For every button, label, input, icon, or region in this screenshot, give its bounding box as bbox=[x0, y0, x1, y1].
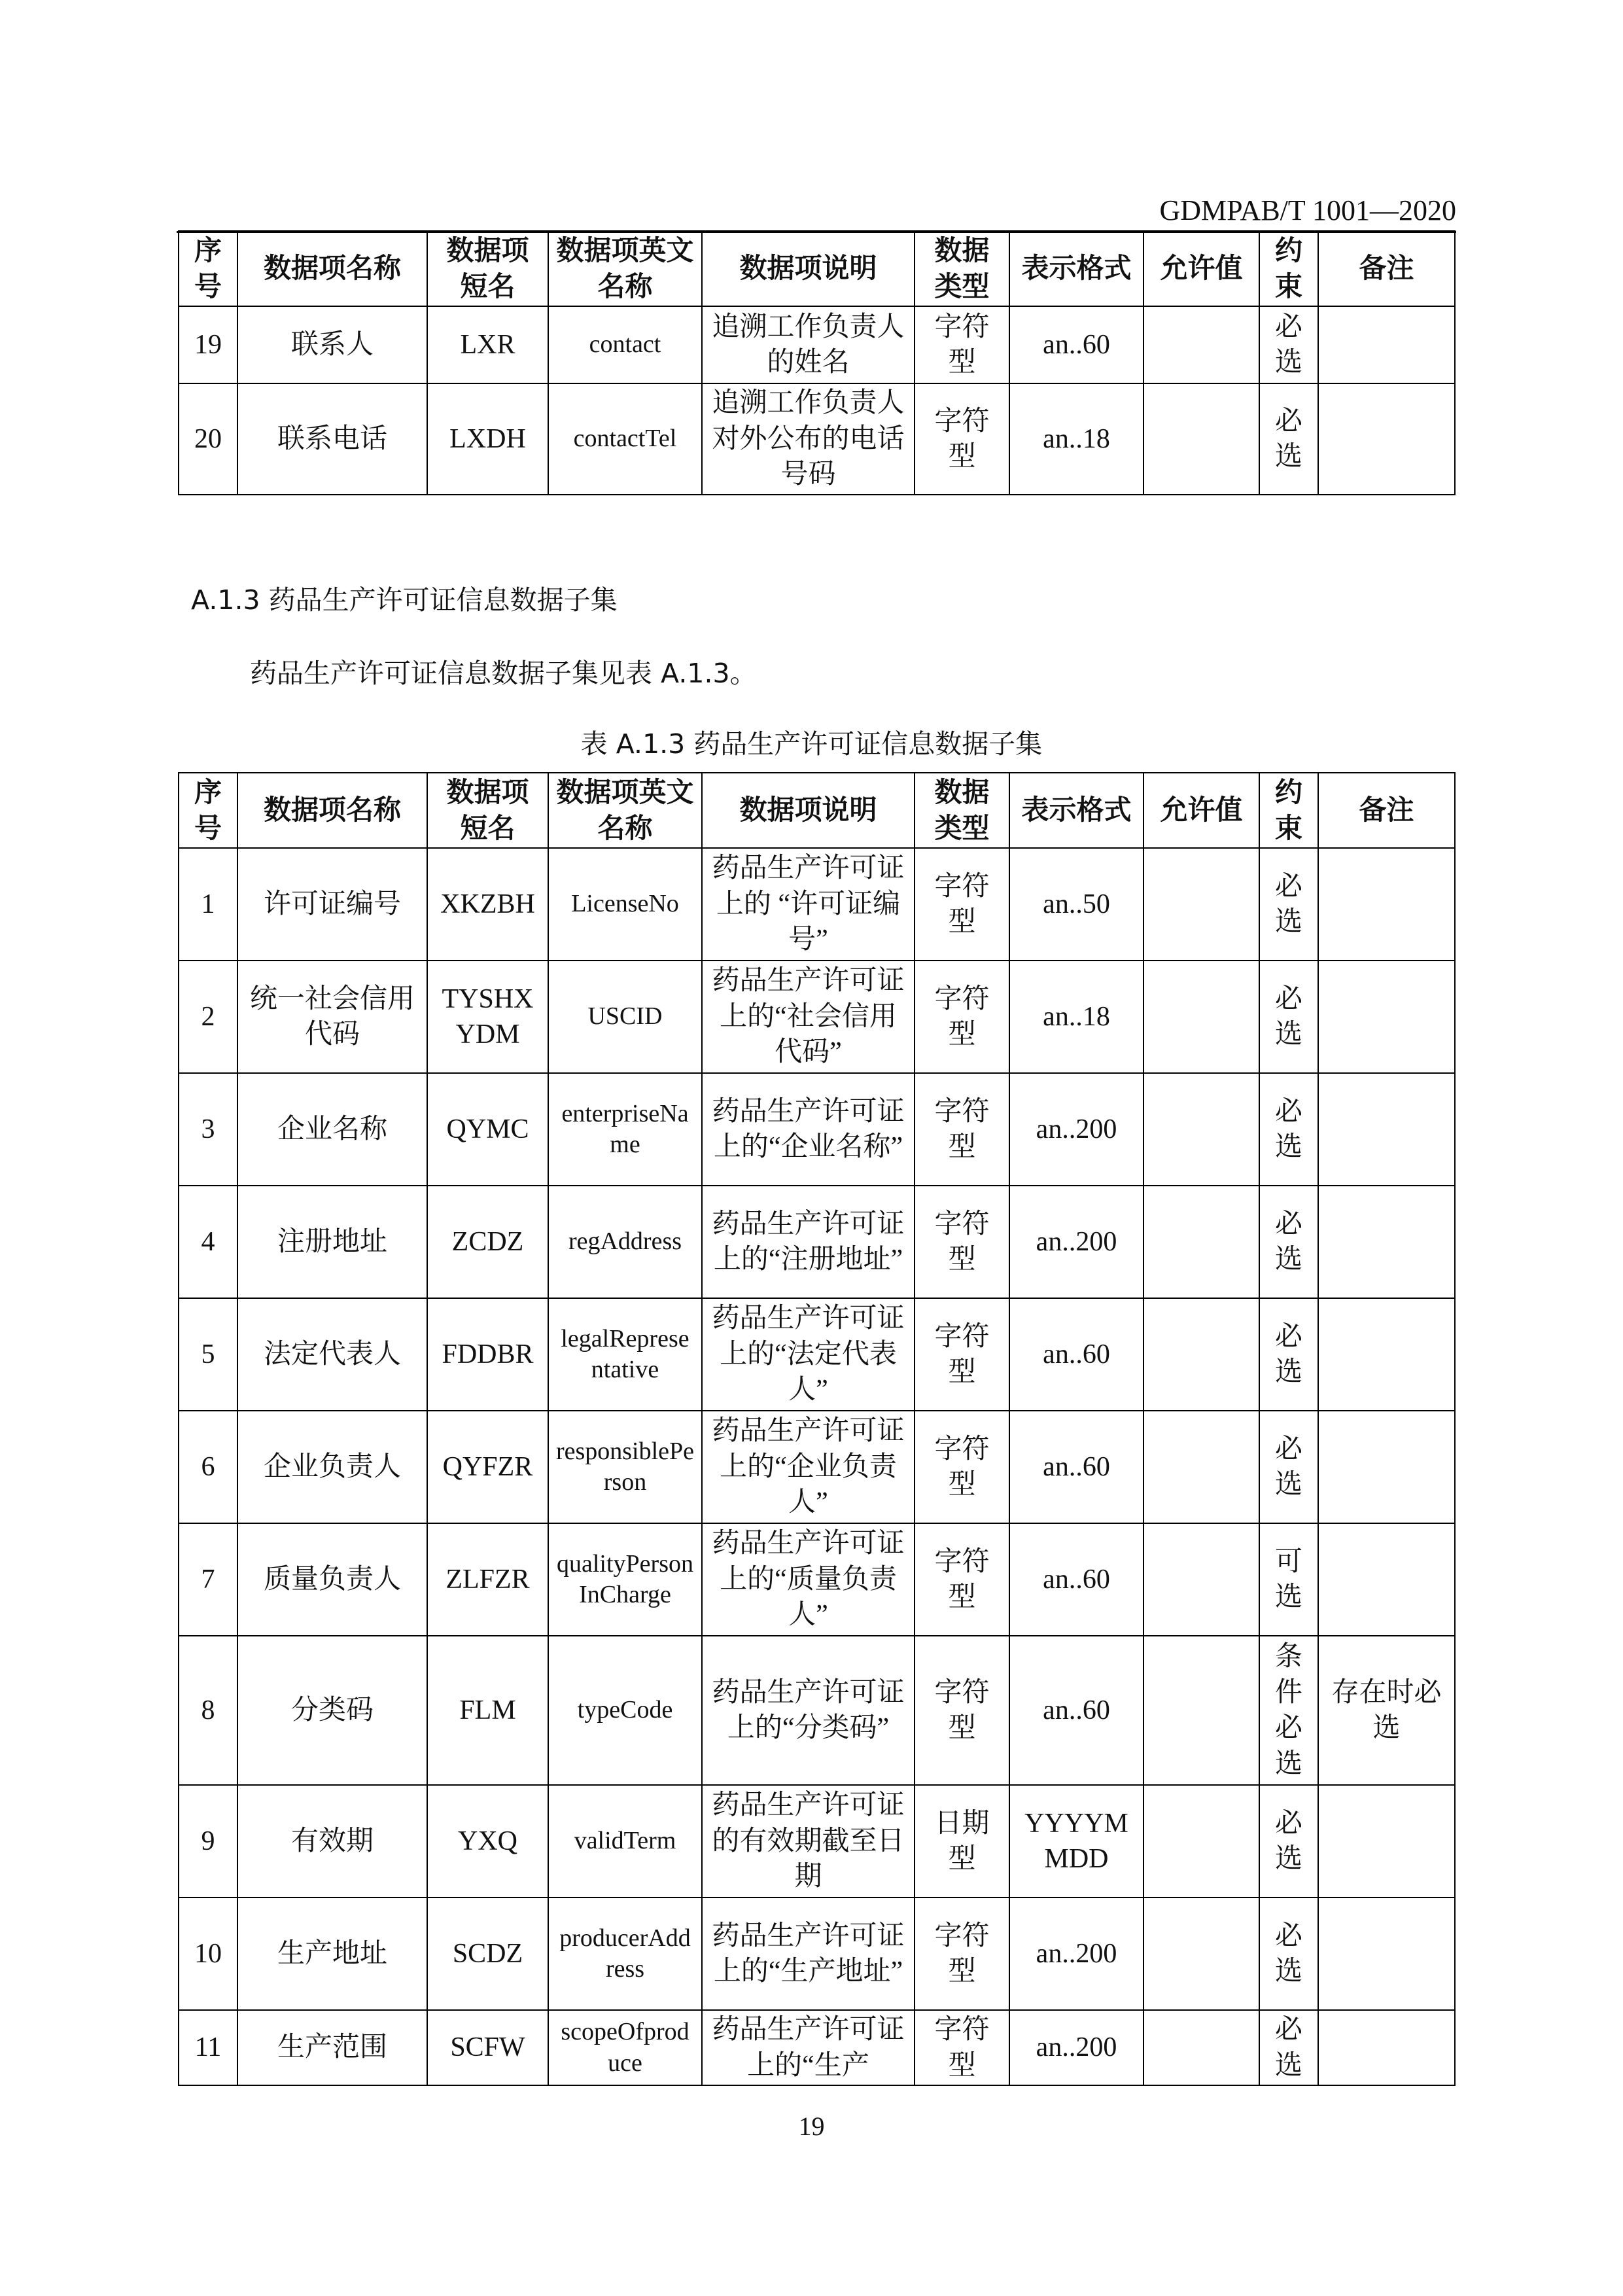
cell-remark bbox=[1318, 1785, 1455, 1898]
cell-no: 2 bbox=[179, 961, 237, 1073]
col-header-constraint: 约束 bbox=[1259, 231, 1318, 306]
cell-short: SCFW bbox=[427, 2010, 548, 2085]
cell-no: 7 bbox=[179, 1523, 237, 1636]
cell-no: 8 bbox=[179, 1636, 237, 1785]
cell-format: an..200 bbox=[1009, 1186, 1143, 1298]
document-header-code: GDMPAB/T 1001—2020 bbox=[177, 194, 1456, 233]
cell-allowed bbox=[1143, 2010, 1259, 2085]
cell-no: 10 bbox=[179, 1898, 237, 2010]
col-header-no: 序号 bbox=[179, 231, 237, 306]
cell-remark bbox=[1318, 961, 1455, 1073]
cell-allowed bbox=[1143, 1298, 1259, 1411]
cell-remark bbox=[1318, 848, 1455, 961]
cell-english: contactTel bbox=[548, 383, 702, 495]
license-data-table bbox=[178, 772, 1456, 2086]
cell-desc: 药品生产许可证上的“生产地址” bbox=[702, 1898, 915, 2010]
cell-format: an..18 bbox=[1009, 383, 1143, 495]
cell-name: 分类码 bbox=[237, 1636, 427, 1785]
cell-format: an..60 bbox=[1009, 1636, 1143, 1785]
cell-no: 9 bbox=[179, 1785, 237, 1898]
cell-constraint: 必选 bbox=[1259, 1073, 1318, 1186]
cell-type: 字符型 bbox=[915, 306, 1009, 383]
cell-name: 注册地址 bbox=[237, 1186, 427, 1298]
cell-desc: 药品生产许可证上的“分类码” bbox=[702, 1636, 915, 1785]
cell-allowed bbox=[1143, 306, 1259, 383]
section-heading: A.1.3 药品生产许可证信息数据子集 bbox=[191, 584, 618, 616]
cell-remark bbox=[1318, 1073, 1455, 1186]
cell-name: 质量负责人 bbox=[237, 1523, 427, 1636]
continued-data-table bbox=[178, 230, 1456, 495]
table-row bbox=[179, 1523, 1455, 1636]
cell-type: 字符型 bbox=[915, 1073, 1009, 1186]
table-row bbox=[179, 306, 1455, 383]
col-header-name: 数据项名称 bbox=[237, 231, 427, 306]
cell-allowed bbox=[1143, 1636, 1259, 1785]
cell-short: YXQ bbox=[427, 1785, 548, 1898]
cell-allowed bbox=[1143, 1523, 1259, 1636]
cell-constraint: 条件必选 bbox=[1259, 1636, 1318, 1785]
col-header-remark: 备注 bbox=[1318, 231, 1455, 306]
table-row bbox=[179, 1636, 1455, 1785]
cell-short: QYMC bbox=[427, 1073, 548, 1186]
cell-no: 6 bbox=[179, 1411, 237, 1523]
cell-constraint: 必选 bbox=[1259, 961, 1318, 1073]
cell-constraint: 可选 bbox=[1259, 1523, 1318, 1636]
cell-allowed bbox=[1143, 1785, 1259, 1898]
cell-desc: 追溯工作负责人的姓名 bbox=[702, 306, 915, 383]
cell-type: 字符型 bbox=[915, 1298, 1009, 1411]
col-header-allowed: 允许值 bbox=[1143, 231, 1259, 306]
col-header-remark: 备注 bbox=[1318, 773, 1455, 848]
cell-no: 5 bbox=[179, 1298, 237, 1411]
col-header-format: 表示格式 bbox=[1009, 773, 1143, 848]
cell-short: SCDZ bbox=[427, 1898, 548, 2010]
cell-desc: 药品生产许可证的有效期截至日期 bbox=[702, 1785, 915, 1898]
cell-type: 字符型 bbox=[915, 1898, 1009, 2010]
cell-type: 字符型 bbox=[915, 1523, 1009, 1636]
cell-remark bbox=[1318, 1411, 1455, 1523]
cell-name: 生产地址 bbox=[237, 1898, 427, 2010]
cell-format: an..200 bbox=[1009, 2010, 1143, 2085]
cell-english: USCID bbox=[548, 961, 702, 1073]
cell-no: 20 bbox=[179, 383, 237, 495]
cell-remark: 存在时必选 bbox=[1318, 1636, 1455, 1785]
col-header-type: 数据类型 bbox=[915, 773, 1009, 848]
col-header-allowed: 允许值 bbox=[1143, 773, 1259, 848]
table-row bbox=[179, 1785, 1455, 1898]
cell-format: an..18 bbox=[1009, 961, 1143, 1073]
page-number: 19 bbox=[798, 2111, 825, 2141]
cell-format: an..60 bbox=[1009, 1523, 1143, 1636]
col-header-short: 数据项短名 bbox=[427, 231, 548, 306]
cell-format: an..60 bbox=[1009, 306, 1143, 383]
cell-english: LicenseNo bbox=[548, 848, 702, 961]
cell-no: 19 bbox=[179, 306, 237, 383]
cell-no: 11 bbox=[179, 2010, 237, 2085]
cell-type: 字符型 bbox=[915, 961, 1009, 1073]
table-header-row bbox=[179, 773, 1455, 848]
cell-desc: 药品生产许可证上的“法定代表人” bbox=[702, 1298, 915, 1411]
cell-desc: 药品生产许可证上的“生产 bbox=[702, 2010, 915, 2085]
cell-english: responsiblePerson bbox=[548, 1411, 702, 1523]
cell-short: XKZBH bbox=[427, 848, 548, 961]
table-row bbox=[179, 1186, 1455, 1298]
col-header-type: 数据类型 bbox=[915, 231, 1009, 306]
table-row bbox=[179, 383, 1455, 495]
cell-short: ZCDZ bbox=[427, 1186, 548, 1298]
cell-desc: 追溯工作负责人对外公布的电话号码 bbox=[702, 383, 915, 495]
cell-name: 企业名称 bbox=[237, 1073, 427, 1186]
table-row bbox=[179, 961, 1455, 1073]
cell-english: producerAddress bbox=[548, 1898, 702, 2010]
cell-type: 字符型 bbox=[915, 1186, 1009, 1298]
table-row bbox=[179, 1298, 1455, 1411]
cell-type: 字符型 bbox=[915, 383, 1009, 495]
cell-english: validTerm bbox=[548, 1785, 702, 1898]
cell-allowed bbox=[1143, 1411, 1259, 1523]
cell-format: an..200 bbox=[1009, 1898, 1143, 2010]
cell-format: an..60 bbox=[1009, 1298, 1143, 1411]
cell-type: 字符型 bbox=[915, 1636, 1009, 1785]
cell-constraint: 必选 bbox=[1259, 1298, 1318, 1411]
col-header-desc: 数据项说明 bbox=[702, 231, 915, 306]
cell-english: typeCode bbox=[548, 1636, 702, 1785]
cell-english: qualityPersonInCharge bbox=[548, 1523, 702, 1636]
cell-remark bbox=[1318, 1523, 1455, 1636]
cell-allowed bbox=[1143, 1898, 1259, 2010]
cell-no: 3 bbox=[179, 1073, 237, 1186]
cell-no: 1 bbox=[179, 848, 237, 961]
table-row bbox=[179, 2010, 1455, 2085]
cell-constraint: 必选 bbox=[1259, 1411, 1318, 1523]
cell-type: 日期型 bbox=[915, 1785, 1009, 1898]
cell-name: 生产范围 bbox=[237, 2010, 427, 2085]
col-header-english: 数据项英文名称 bbox=[548, 773, 702, 848]
license-table-body bbox=[179, 848, 1455, 2085]
table-row bbox=[179, 1898, 1455, 2010]
cell-constraint: 必选 bbox=[1259, 1898, 1318, 2010]
cell-english: regAddress bbox=[548, 1186, 702, 1298]
intro-paragraph: 药品生产许可证信息数据子集见表 A.1.3。 bbox=[250, 658, 757, 689]
cell-constraint: 必选 bbox=[1259, 306, 1318, 383]
cell-constraint: 必选 bbox=[1259, 1186, 1318, 1298]
cell-short: FDDBR bbox=[427, 1298, 548, 1411]
cell-format: an..60 bbox=[1009, 1411, 1143, 1523]
cell-name: 统一社会信用代码 bbox=[237, 961, 427, 1073]
cell-constraint: 必选 bbox=[1259, 848, 1318, 961]
table-row bbox=[179, 1073, 1455, 1186]
cell-allowed bbox=[1143, 1073, 1259, 1186]
cell-short: LXDH bbox=[427, 383, 548, 495]
cell-constraint: 必选 bbox=[1259, 383, 1318, 495]
col-header-desc: 数据项说明 bbox=[702, 773, 915, 848]
cell-desc: 药品生产许可证上的“质量负责人” bbox=[702, 1523, 915, 1636]
col-header-no: 序号 bbox=[179, 773, 237, 848]
cell-name: 许可证编号 bbox=[237, 848, 427, 961]
col-header-short: 数据项短名 bbox=[427, 773, 548, 848]
col-header-format: 表示格式 bbox=[1009, 231, 1143, 306]
table-row bbox=[179, 848, 1455, 961]
cell-short: ZLFZR bbox=[427, 1523, 548, 1636]
cell-short: FLM bbox=[427, 1636, 548, 1785]
col-header-english: 数据项英文名称 bbox=[548, 231, 702, 306]
cell-allowed bbox=[1143, 848, 1259, 961]
cell-allowed bbox=[1143, 961, 1259, 1073]
cell-remark bbox=[1318, 383, 1455, 495]
cell-short: TYSHXYDM bbox=[427, 961, 548, 1073]
cell-desc: 药品生产许可证上的 “许可证编号” bbox=[702, 848, 915, 961]
cell-name: 法定代表人 bbox=[237, 1298, 427, 1411]
cell-english: scopeOfproduce bbox=[548, 2010, 702, 2085]
cell-allowed bbox=[1143, 1186, 1259, 1298]
cell-desc: 药品生产许可证上的“企业名称” bbox=[702, 1073, 915, 1186]
cell-type: 字符型 bbox=[915, 848, 1009, 961]
cell-constraint: 必选 bbox=[1259, 1785, 1318, 1898]
cell-name: 企业负责人 bbox=[237, 1411, 427, 1523]
col-header-constraint: 约束 bbox=[1259, 773, 1318, 848]
cell-remark bbox=[1318, 2010, 1455, 2085]
cell-desc: 药品生产许可证上的“企业负责人” bbox=[702, 1411, 915, 1523]
cell-desc: 药品生产许可证上的“注册地址” bbox=[702, 1186, 915, 1298]
cell-format: an..200 bbox=[1009, 1073, 1143, 1186]
cell-english: enterpriseName bbox=[548, 1073, 702, 1186]
cell-type: 字符型 bbox=[915, 2010, 1009, 2085]
cell-no: 4 bbox=[179, 1186, 237, 1298]
cell-name: 联系电话 bbox=[237, 383, 427, 495]
cell-name: 联系人 bbox=[237, 306, 427, 383]
cell-format: YYYYMMDD bbox=[1009, 1785, 1143, 1898]
continued-table-body bbox=[179, 306, 1455, 495]
cell-allowed bbox=[1143, 383, 1259, 495]
cell-short: QYFZR bbox=[427, 1411, 548, 1523]
cell-remark bbox=[1318, 1898, 1455, 2010]
cell-desc: 药品生产许可证上的“社会信用代码” bbox=[702, 961, 915, 1073]
cell-name: 有效期 bbox=[237, 1785, 427, 1898]
cell-constraint: 必选 bbox=[1259, 2010, 1318, 2085]
table-header-row bbox=[179, 231, 1455, 306]
cell-remark bbox=[1318, 1298, 1455, 1411]
cell-english: contact bbox=[548, 306, 702, 383]
cell-remark bbox=[1318, 306, 1455, 383]
cell-format: an..50 bbox=[1009, 848, 1143, 961]
cell-remark bbox=[1318, 1186, 1455, 1298]
table-caption: 表 A.1.3 药品生产许可证信息数据子集 bbox=[580, 728, 1043, 760]
cell-english: legalRepresentative bbox=[548, 1298, 702, 1411]
cell-short: LXR bbox=[427, 306, 548, 383]
cell-type: 字符型 bbox=[915, 1411, 1009, 1523]
table-row bbox=[179, 1411, 1455, 1523]
col-header-name: 数据项名称 bbox=[237, 773, 427, 848]
